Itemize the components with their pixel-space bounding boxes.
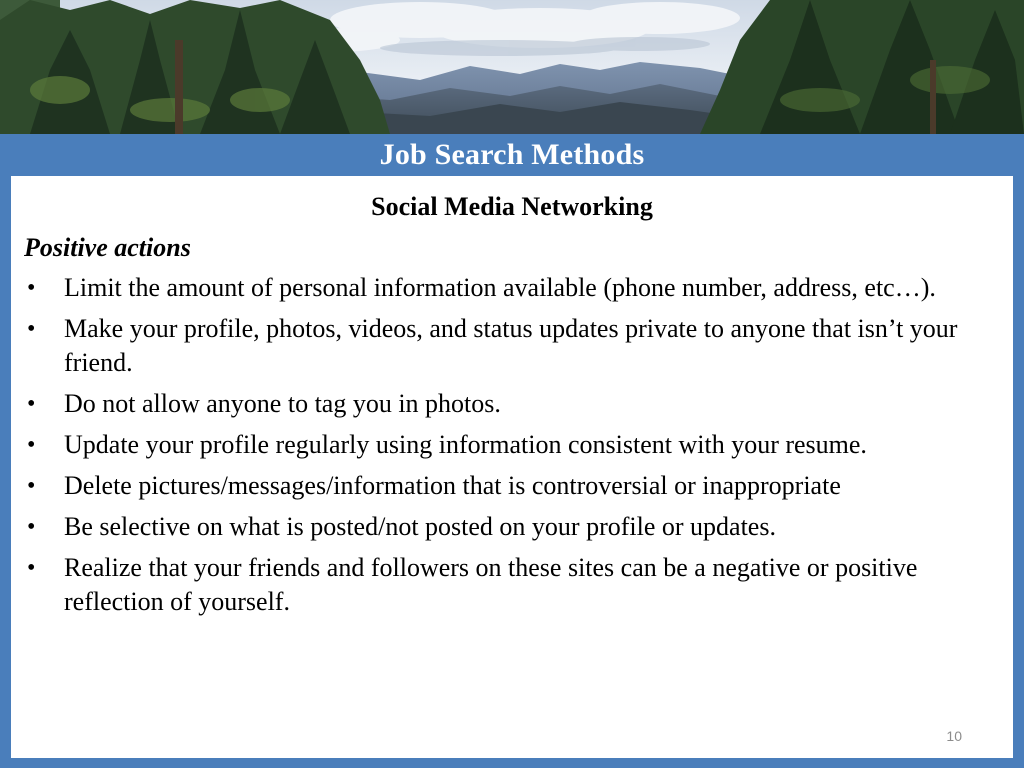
bullet-item [24,312,994,380]
bullet-marker: • [27,275,36,301]
bullet-text: Make your profile, photos, videos, and status updates private to anyone that isn’t your friend. [64,314,958,377]
bullet-marker: • [27,473,36,499]
section-heading: Positive actions [24,233,191,262]
bullet-marker: • [27,555,36,581]
bullet-marker: • [27,432,36,458]
bullet-text: Update your profile regularly using information consistent with your resume. [64,430,867,459]
bullet-item [24,551,994,619]
bullet-text: Delete pictures/messages/information that is controversial or inappropriate [64,471,841,500]
bullet-item [24,469,994,503]
bullet-text: Do not allow anyone to tag you in photos. [64,389,501,418]
bullet-item [24,510,994,544]
bullet-item [24,271,994,305]
bullet-list [24,271,994,626]
title-bar [0,134,1024,176]
bullet-item [24,387,994,421]
banner-landscape-image [0,0,1024,134]
bullet-marker: • [27,391,36,417]
bullet-item [24,428,994,462]
bullet-text: Be selective on what is posted/not posted on your profile or updates. [64,512,776,541]
slide-subtitle: Social Media Networking [371,192,653,221]
content-panel [11,176,1013,758]
slide-title: Job Search Methods [379,138,645,171]
bullet-marker: • [27,316,36,342]
bullet-text: Realize that your friends and followers on these sites can be a negative or positive reflection of yourself. [64,553,918,616]
bullet-marker: • [27,514,36,540]
slide-number: 10 [946,728,962,744]
bullet-text: Limit the amount of personal information available (phone number, address, etc…). [64,273,936,302]
